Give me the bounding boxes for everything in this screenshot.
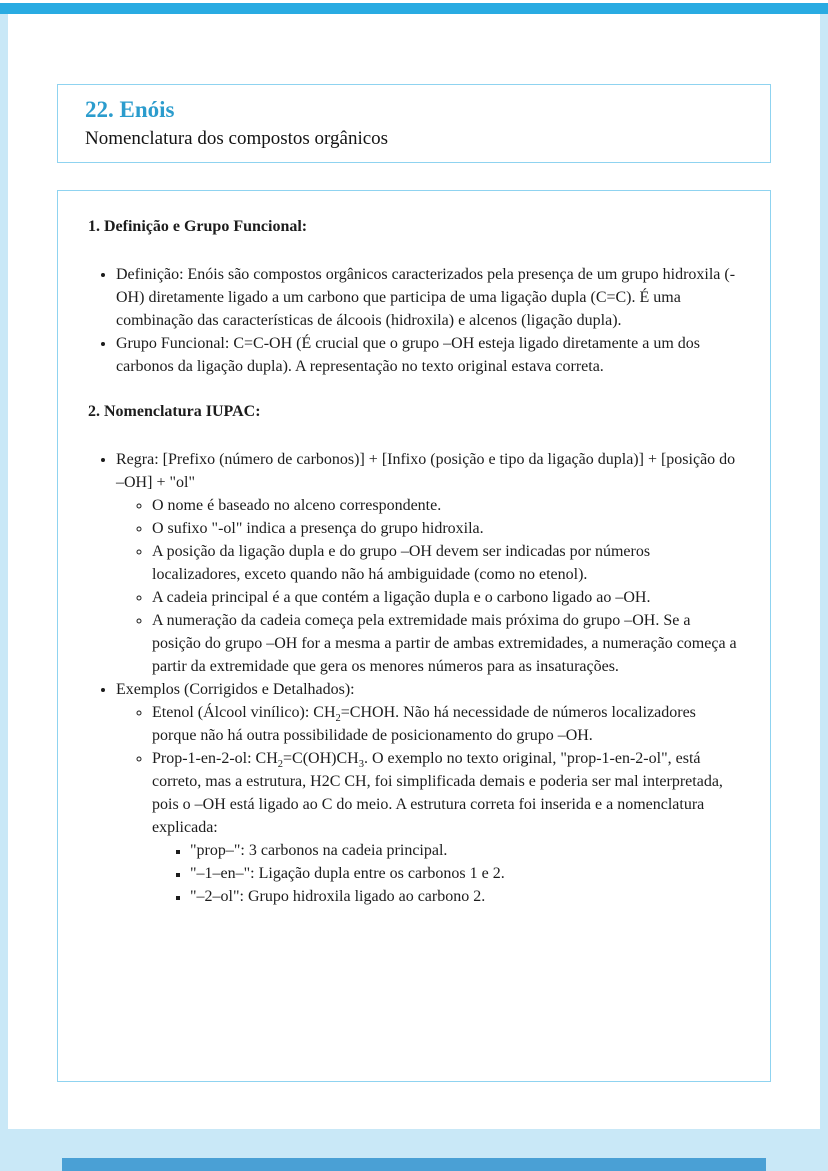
list-item — [152, 517, 740, 540]
list-item — [190, 839, 740, 862]
list-item-text: "–2–ol": Grupo hidroxila ligado ao carbono 2. — [190, 888, 486, 905]
list-item-text: O nome é baseado no alceno correspondente. — [152, 497, 442, 514]
list-item-definicao — [116, 263, 740, 332]
list-item-text: . O exemplo no texto original, "prop-1-en-2-ol", está correto, mas a estrutura, H2C CH, foi simplificada demais e poderia ser mal interpretada, pois o –OH está ligado ao C do meio. A estrutura correta foi inserida e a nomenclatura explicada: — [152, 750, 723, 836]
list-item-text: =CHOH. Não há necessidade de números localizadores porque não há outra possibilidade de posicionamento do grupo –OH. — [152, 704, 696, 744]
list-item — [190, 862, 740, 885]
list-item — [152, 494, 740, 517]
list-item-etenol — [152, 701, 740, 747]
subscript: 3 — [358, 759, 364, 771]
left-border-strip — [0, 14, 8, 1171]
list-item-text: Grupo Funcional: C=C-OH (É crucial que o grupo –OH esteja ligado diretamente a um dos carbonos da ligação dupla). A representação no texto original estava correta. — [116, 335, 700, 375]
subscript: 2 — [335, 713, 341, 725]
exemplos-sublist — [116, 701, 740, 908]
list-item-text: O sufixo "-ol" indica a presença do grupo hidroxila. — [152, 520, 484, 537]
list-item — [152, 586, 740, 609]
subscript: 2 — [277, 759, 284, 771]
list-item-exemplos — [116, 678, 740, 908]
list-item-text: Prop-1-en-2-ol: CH — [152, 750, 278, 767]
list-item-regra — [116, 448, 740, 678]
title-card — [57, 84, 771, 163]
bottom-accent-bar — [62, 1158, 766, 1171]
list-item-grupo-funcional — [116, 332, 740, 378]
list-item-text: A numeração da cadeia começa pela extremidade mais próxima do grupo –OH. Se a posição do grupo –OH for a mesma a partir de ambas extremidades, a numeração começa a partir da extremidade que gera os menores números para as insaturações. — [152, 612, 737, 675]
list-item-text: Regra: [Prefixo (número de carbonos)] + [Infixo (posição e tipo da ligação dupla)] + [posição do –OH] + "ol" — [116, 451, 736, 491]
propenol-sublist — [152, 839, 740, 908]
list-item-text: Etenol (Álcool vinílico): CH — [152, 704, 336, 721]
list-item — [152, 540, 740, 586]
list-item-text: =C(OH)CH — [283, 750, 359, 767]
list-item — [190, 885, 740, 908]
section-2-heading: 2. Nomenclatura IUPAC: — [88, 403, 261, 420]
list-item-text: "prop–": 3 carbonos na cadeia principal. — [190, 842, 448, 859]
page-title: 22. Enóis — [85, 97, 175, 122]
page-subtitle: Nomenclatura dos compostos orgânicos — [85, 128, 389, 149]
section-1-heading: 1. Definição e Grupo Funcional: — [88, 218, 308, 235]
top-accent-bar — [0, 3, 828, 14]
list-item-text: Definição: Enóis são compostos orgânicos caracterizados pela presença de um grupo hidroxila (-OH) diretamente ligado a um carbono que participa de uma ligação dupla (C=C). É uma combinação das características de álcoois (hidroxila) e alcenos (ligação dupla). — [116, 266, 736, 329]
list-item-text: A posição da ligação dupla e do grupo –OH devem ser indicadas por números localizadores, exceto quando não há ambiguidade (como no etenol). — [152, 543, 651, 583]
section-1-list — [88, 263, 740, 378]
list-item-propenol — [152, 747, 740, 908]
list-item — [152, 609, 740, 678]
regra-sublist — [116, 494, 740, 678]
list-item-text: A cadeia principal é a que contém a ligação dupla e o carbono ligado ao –OH. — [152, 589, 651, 606]
section-2-list — [88, 448, 740, 908]
right-border-strip — [820, 14, 828, 1171]
list-item-text: Exemplos (Corrigidos e Detalhados): — [116, 681, 355, 698]
list-item-text: "–1–en–": Ligação dupla entre os carbonos 1 e 2. — [190, 865, 505, 882]
content-card — [57, 190, 771, 1082]
